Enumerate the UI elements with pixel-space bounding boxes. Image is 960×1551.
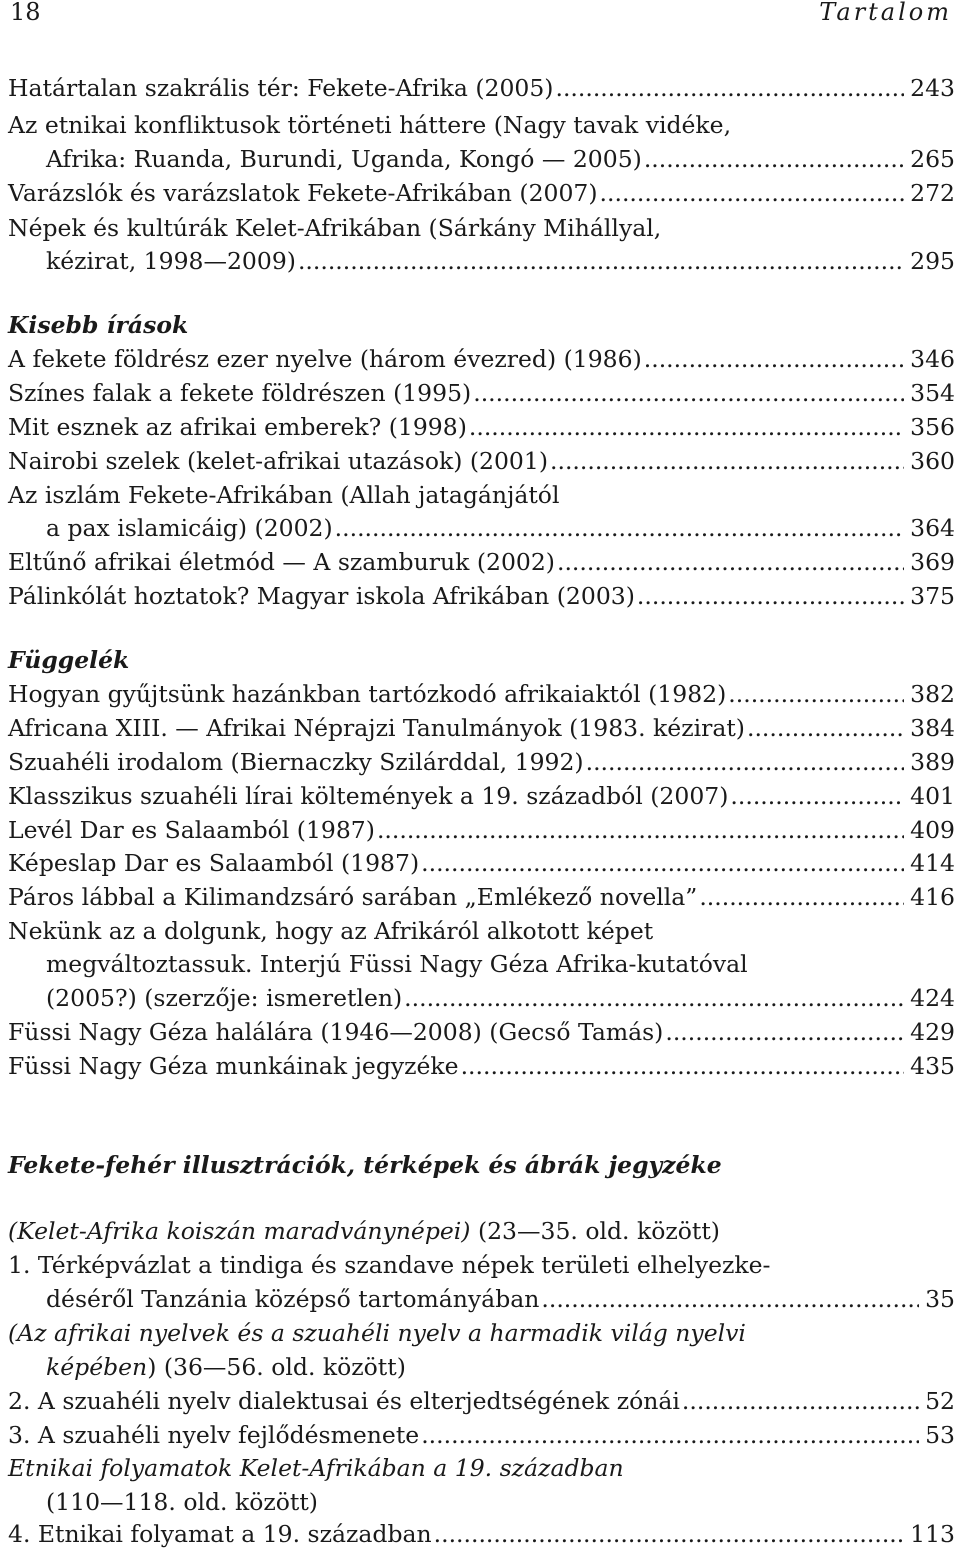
- toc-entry-page: 382: [910, 680, 955, 708]
- illustration-continuation: déséről Tanzánia középső tartományában: [46, 1285, 540, 1313]
- toc-entry-title: Mit esznek az afrikai emberek? (1998): [8, 413, 467, 441]
- toc-entry[interactable]: [8, 410, 955, 444]
- leader-dots: [461, 1049, 905, 1083]
- page-number: 18: [10, 0, 41, 26]
- leader-dots: [434, 1517, 905, 1551]
- toc-entry-page: 346: [910, 345, 955, 373]
- toc-entry-title: Hogyan gyűjtsünk hazánkban tartózkodó afrikaiaktól (1982): [8, 680, 727, 708]
- toc-entry[interactable]: [8, 846, 955, 880]
- toc-entry-page: 409: [910, 816, 955, 844]
- illustration-group-title-cont: képében: [46, 1353, 148, 1381]
- toc-entry-page: 401: [910, 782, 955, 810]
- toc-entry[interactable]: [8, 176, 955, 210]
- section-heading: Fekete-fehér illusztrációk, térképek és ábrák jegyzéke: [8, 1151, 722, 1179]
- toc-entry-title: Klasszikus szuahéli lírai költemények a 19. századból (2007): [8, 782, 729, 810]
- toc-entry[interactable]: [8, 444, 955, 478]
- illustration-title[interactable]: 1. Térképvázlat a tindiga és szandave népek területi elhelyezke-: [8, 1251, 771, 1279]
- leader-dots: [557, 545, 904, 579]
- section-heading: Függelék: [8, 646, 130, 674]
- toc-entry-title: Pálinkólát hoztatok? Magyar iskola Afrikában (2003): [8, 582, 635, 610]
- toc-entry-continuation: Afrika: Ruanda, Burundi, Uganda, Kongó — 2005): [46, 145, 642, 173]
- leader-dots: [600, 176, 905, 210]
- leader-dots: [586, 745, 905, 779]
- leader-dots: [469, 410, 904, 444]
- toc-entry-page: 360: [910, 447, 955, 475]
- leader-dots: [682, 1384, 919, 1418]
- toc-entry[interactable]: [46, 981, 955, 1015]
- toc-entry-title: Határtalan szakrális tér: Fekete-Afrika (2005): [8, 74, 554, 102]
- toc-entry-title[interactable]: Népek és kultúrák Kelet-Afrikában (Sárkány Mihállyal,: [8, 214, 662, 242]
- leader-dots: [699, 880, 904, 914]
- toc-entry-title: Páros lábbal a Kilimandzsáró sarában „Emlékező novella”: [8, 883, 698, 911]
- toc-entry-title: Levél Dar es Salaamból (1987): [8, 816, 375, 844]
- toc-entry-continuation: (2005?) (szerzője: ismeretlen): [46, 984, 403, 1012]
- leader-dots: [644, 142, 904, 176]
- toc-entry[interactable]: [8, 376, 955, 410]
- toc-entry[interactable]: [8, 813, 955, 847]
- running-head: Tartalom: [819, 0, 952, 26]
- illustration-group-title: (Az afrikai nyelvek és a szuahéli nyelv a harmadik világ nyelvi: [8, 1319, 746, 1347]
- leader-dots: [728, 677, 904, 711]
- illustration-group-range: ) (36—56. old. között): [147, 1353, 406, 1381]
- toc-entry-page: 429: [910, 1018, 955, 1046]
- toc-entry-page: 265: [910, 145, 955, 173]
- leader-dots: [298, 244, 904, 278]
- toc-entry-title[interactable]: Az etnikai konfliktusok történeti háttere (Nagy tavak vidéke,: [8, 111, 732, 139]
- illustration-page: 53: [925, 1421, 955, 1449]
- leader-dots: [541, 1282, 919, 1316]
- toc-entry-title: Nairobi szelek (kelet-afrikai utazások) (2001): [8, 447, 549, 475]
- toc-entry[interactable]: [8, 711, 955, 745]
- toc-entry[interactable]: [46, 511, 955, 545]
- toc-entry[interactable]: [8, 342, 955, 376]
- toc-entry-page: 424: [910, 984, 955, 1012]
- toc-entry-page: 389: [910, 748, 955, 776]
- toc-entry[interactable]: [8, 1049, 955, 1083]
- toc-entry[interactable]: [46, 142, 955, 176]
- leader-dots: [404, 981, 904, 1015]
- toc-entry-page: 354: [910, 379, 955, 407]
- leader-dots: [665, 1015, 904, 1049]
- leader-dots: [637, 579, 904, 613]
- toc-entry-page: 414: [910, 849, 955, 877]
- leader-dots: [747, 711, 904, 745]
- toc-entry-title[interactable]: Nekünk az a dolgunk, hogy az Afrikáról alkotott képet: [8, 917, 654, 945]
- toc-entry[interactable]: [8, 545, 955, 579]
- illustration-entry[interactable]: [8, 1517, 955, 1551]
- toc-entry-title: Varázslók és varázslatok Fekete-Afrikában (2007): [8, 179, 598, 207]
- illustration-entry[interactable]: [8, 1384, 955, 1418]
- illustration-group-range: (110—118. old. között): [46, 1488, 318, 1516]
- toc-entry-page: 369: [910, 548, 955, 576]
- toc-entry-page: 272: [910, 179, 955, 207]
- toc-entry[interactable]: [8, 880, 955, 914]
- toc-entry-continuation: megváltoztassuk. Interjú Füssi Nagy Géza Afrika-kutatóval: [46, 950, 748, 978]
- leader-dots: [421, 1418, 919, 1452]
- leader-dots: [421, 846, 904, 880]
- toc-entry-title: Füssi Nagy Géza halálára (1946—2008) (Gecső Tamás): [8, 1018, 664, 1046]
- toc-entry[interactable]: [46, 244, 955, 278]
- illustration-entry[interactable]: [8, 1418, 955, 1452]
- toc-entry[interactable]: [8, 71, 955, 105]
- leader-dots: [730, 779, 904, 813]
- illustration-group-range: (23—35. old. között): [477, 1217, 720, 1245]
- toc-entry[interactable]: [8, 745, 955, 779]
- toc-entry-page: 295: [910, 247, 955, 275]
- leader-dots: [335, 511, 904, 545]
- toc-entry[interactable]: [8, 779, 955, 813]
- toc-entry-page: 435: [910, 1052, 955, 1080]
- illustration-page: 52: [925, 1387, 955, 1415]
- illustration-group-title: Etnikai folyamatok Kelet-Afrikában a 19. században: [8, 1454, 624, 1482]
- toc-entry-title: Eltűnő afrikai életmód — A szamburuk (2002): [8, 548, 555, 576]
- toc-entry-page: 384: [910, 714, 955, 742]
- illustration-group: [46, 1350, 955, 1384]
- toc-entry-page: 356: [910, 413, 955, 441]
- toc-entry-title: Szuahéli irodalom (Biernaczky Szilárddal, 1992): [8, 748, 584, 776]
- toc-entry-page: 364: [910, 514, 955, 542]
- illustration-group: [8, 1214, 955, 1248]
- toc-entry-title: Színes falak a fekete földrészen (1995): [8, 379, 472, 407]
- toc-entry-title: Africana XIII. — Afrikai Néprajzi Tanulmányok (1983. kézirat): [8, 714, 745, 742]
- toc-entry-continuation: kézirat, 1998—2009): [46, 247, 296, 275]
- illustration-page: 35: [925, 1285, 955, 1313]
- toc-entry-page: 416: [910, 883, 955, 911]
- toc-entry[interactable]: [8, 677, 955, 711]
- toc-entry-title: A fekete földrész ezer nyelve (három évezred) (1986): [8, 345, 642, 373]
- leader-dots: [550, 444, 904, 478]
- section-heading: Kisebb írások: [8, 311, 189, 339]
- toc-entry[interactable]: [8, 579, 955, 613]
- illustration-group-title: (Kelet-Afrika koiszán maradványnépei): [8, 1217, 471, 1245]
- leader-dots: [555, 71, 904, 105]
- toc-entry[interactable]: [8, 1015, 955, 1049]
- illustration-title: 2. A szuahéli nyelv dialektusai és elterjedtségének zónái: [8, 1387, 680, 1415]
- toc-entry-title: Képeslap Dar es Salaamból (1987): [8, 849, 420, 877]
- toc-entry-page: 243: [910, 74, 955, 102]
- toc-entry-title[interactable]: Az iszlám Fekete-Afrikában (Allah jatagánjától: [8, 481, 560, 509]
- toc-entry-title: Füssi Nagy Géza munkáinak jegyzéke: [8, 1052, 459, 1080]
- toc-entry-page: 375: [910, 582, 955, 610]
- toc-entry-continuation: a pax islamicáig) (2002): [46, 514, 333, 542]
- leader-dots: [377, 813, 904, 847]
- leader-dots: [473, 376, 904, 410]
- illustration-title: 4. Etnikai folyamat a 19. században: [8, 1520, 432, 1548]
- illustration-entry[interactable]: [46, 1282, 955, 1316]
- illustration-page: 113: [910, 1520, 955, 1548]
- illustration-title: 3. A szuahéli nyelv fejlődésmenete: [8, 1421, 420, 1449]
- leader-dots: [644, 342, 904, 376]
